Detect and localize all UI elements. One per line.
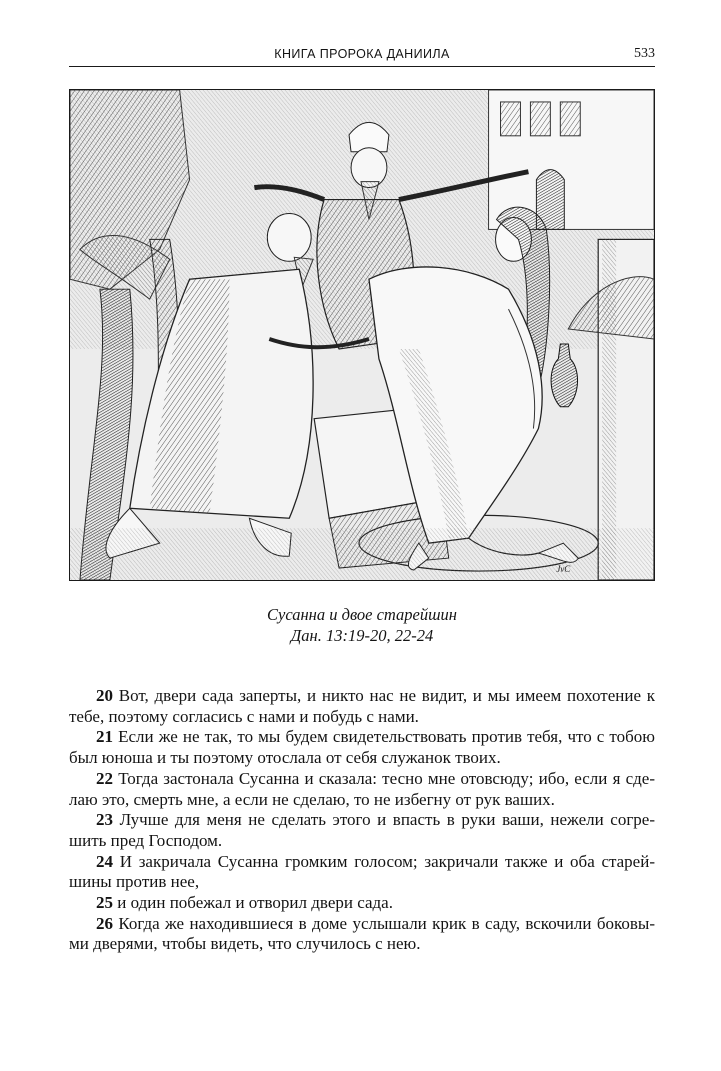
verse-paragraph [69,852,655,893]
verse-text: и один побежал и отворил двери сада. [117,893,393,913]
engraving-svg [70,90,654,580]
verse-text: Если же не так, то мы будем свидетельствовать против тебя, что с тобою был юноша и ты поэтому отослала от себя служанок твоих. [69,727,655,768]
verse-text: Когда же находившиеся в доме услышали крик в саду, вскочили боковыми дверями, чтобы видеть, что случилось с нею. [69,913,655,954]
verse-number: 20 [96,686,113,705]
verse-number: 25 [96,893,113,913]
verse-paragraph [69,727,655,768]
verse-paragraph [69,914,655,955]
verse-text: Вот, двери сада заперты, и никто нас не видит, и мы имеем похотение к тебе, поэтому согласись с нами и побудь с нами. [69,686,656,726]
verse-text: Тогда застонала Сусанна и сказала: тесно мне отовсюду; ибо, если я сделаю это, смерть мне, а если не сделаю, то не избегну от рук ваших. [69,768,655,809]
verse-number: 23 [96,810,113,830]
verse-text: Лучше для меня не сделать этого и впасть в руки ваши, нежели согрешить пред Господом. [69,810,656,850]
artist-signature: JvC [556,564,571,575]
verse-paragraph [69,769,655,810]
caption-reference: Дан. 13:19-20, 22-24 [290,626,434,645]
verse-text-block [69,686,655,955]
verse-paragraph [69,810,655,851]
verse-number: 22 [96,768,113,788]
page-number: 533 [634,46,655,61]
verse-paragraph [69,893,655,914]
verse-number: 21 [96,727,113,747]
caption-title: Сусанна и двое старейшин [267,605,457,624]
verse-number: 26 [96,913,113,933]
running-title: КНИГА ПРОРОКА ДАНИИЛА [274,47,450,61]
engraving-illustration [69,89,655,581]
running-head [69,44,655,67]
verse-text: И закричала Сусанна громким голосом; закричали также и оба старейшины против нее, [69,851,655,892]
verse-paragraph [69,686,655,727]
verse-number: 24 [96,851,113,871]
